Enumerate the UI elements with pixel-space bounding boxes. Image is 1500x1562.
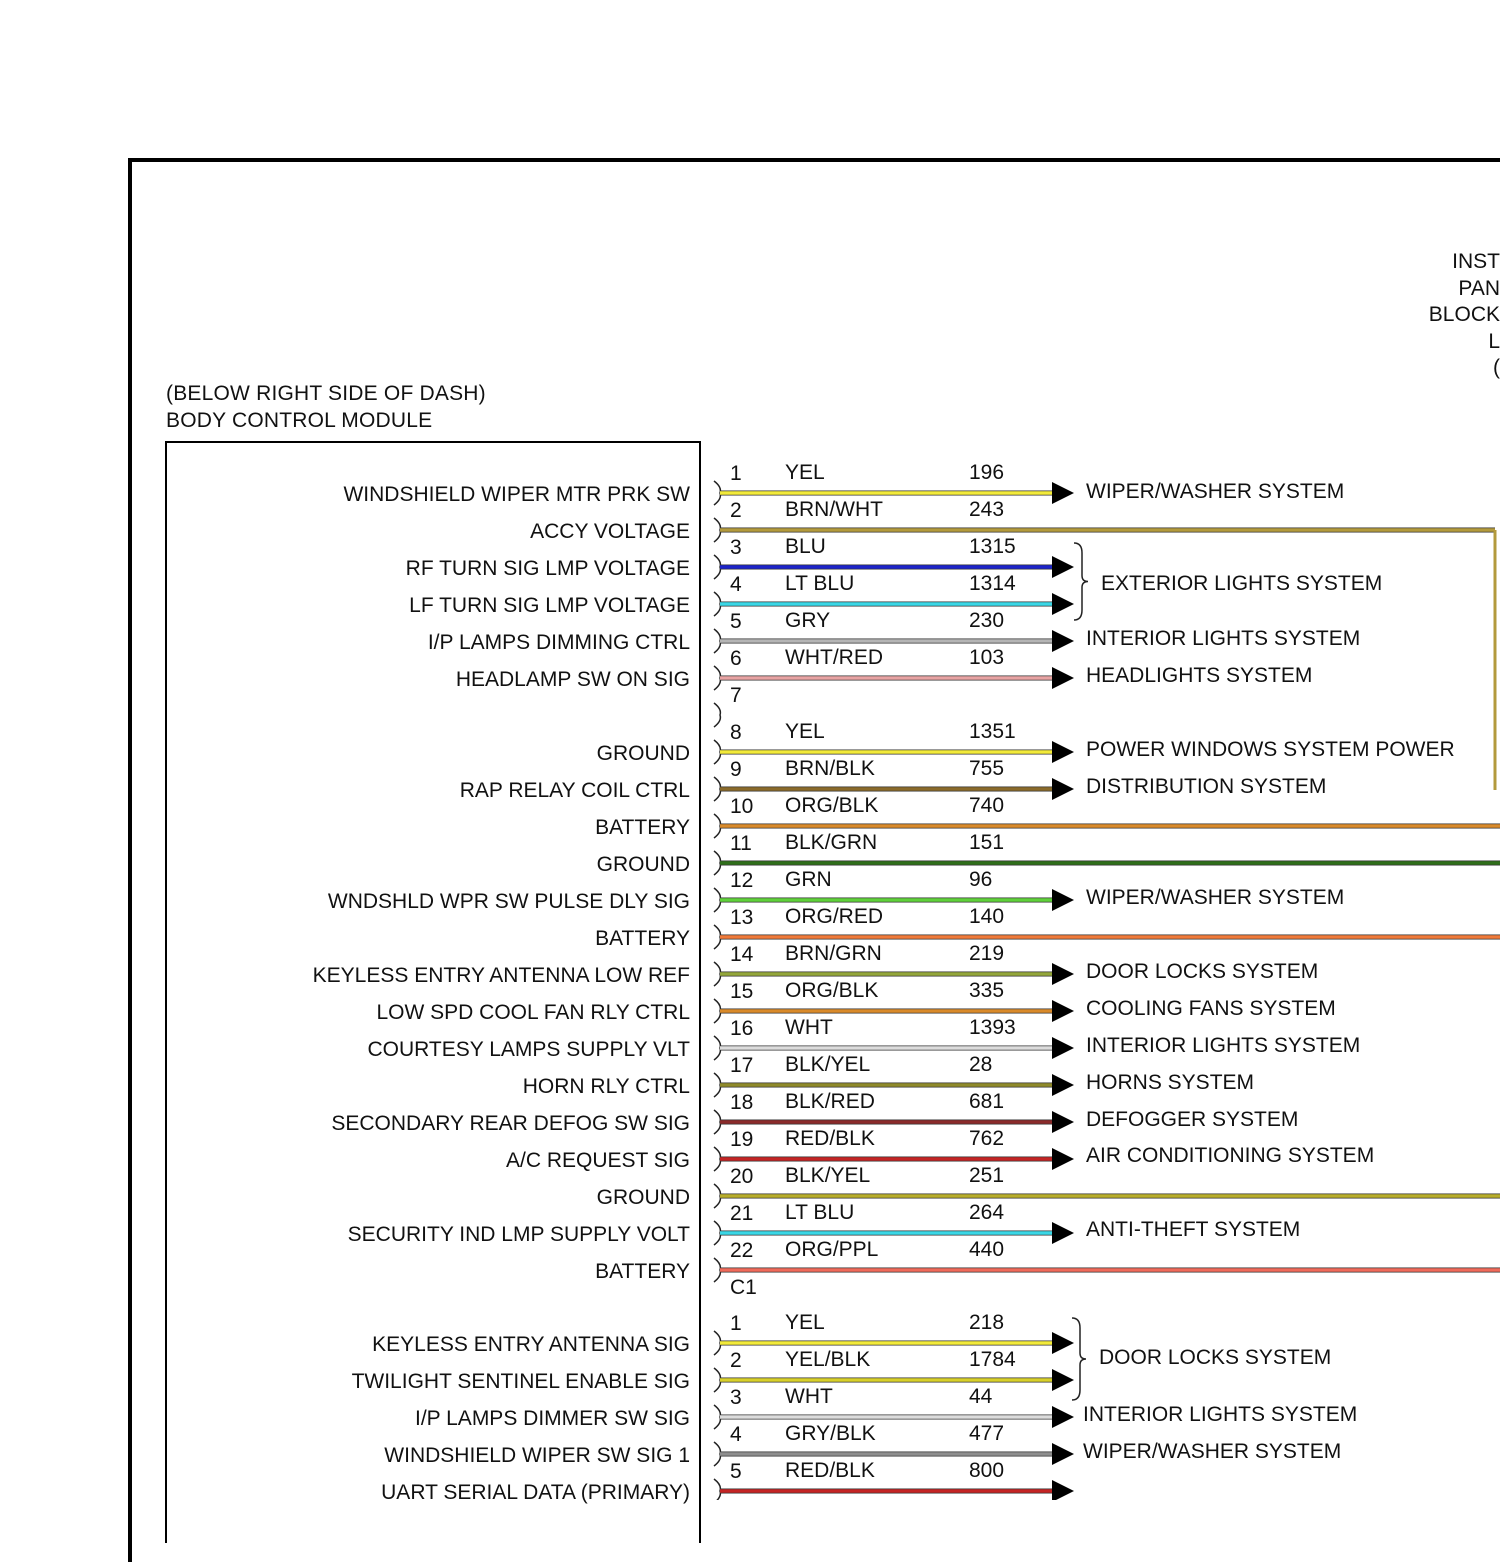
circuit-number: 1315 bbox=[969, 535, 1016, 558]
circuit-number: 1393 bbox=[969, 1016, 1016, 1039]
connector-bracket bbox=[714, 1073, 720, 1097]
signal-name: HEADLAMP SW ON SIG bbox=[455, 668, 690, 691]
connector-bracket bbox=[714, 592, 720, 616]
pin-number: 21 bbox=[730, 1202, 754, 1225]
wire-color: LT BLU bbox=[785, 1201, 855, 1224]
signal-name: I/P LAMPS DIMMING CTRL bbox=[427, 631, 690, 654]
pin-number: 2 bbox=[730, 499, 742, 522]
system-name: EXTERIOR LIGHTS SYSTEM bbox=[1101, 572, 1383, 595]
pin-number: 15 bbox=[730, 980, 754, 1003]
wire-color: RED/BLK bbox=[785, 1459, 875, 1482]
system-name: INTERIOR LIGHTS SYSTEM bbox=[1086, 627, 1361, 650]
signal-name: LF TURN SIG LMP VOLTAGE bbox=[409, 594, 690, 617]
connector-bracket bbox=[714, 703, 720, 727]
arrow-icon bbox=[1052, 1000, 1074, 1022]
arrow-icon bbox=[1052, 1480, 1074, 1500]
signal-name: GROUND bbox=[596, 742, 690, 765]
arrow-icon bbox=[1052, 889, 1074, 911]
arrow-icon bbox=[1052, 778, 1074, 800]
signal-name: BATTERY bbox=[595, 816, 690, 839]
connector-bracket bbox=[714, 814, 720, 838]
arrow-icon bbox=[1052, 1148, 1074, 1170]
wire-color: BRN/GRN bbox=[785, 942, 882, 965]
wire-color: ORG/BLK bbox=[785, 794, 879, 817]
signal-name: COURTESY LAMPS SUPPLY VLT bbox=[367, 1038, 690, 1061]
wire-color: YEL bbox=[785, 461, 825, 484]
connector-bracket bbox=[714, 1405, 720, 1429]
signal-name: BATTERY bbox=[595, 1260, 690, 1283]
connector-bracket bbox=[714, 888, 720, 912]
arrow-icon bbox=[1052, 630, 1074, 652]
circuit-number: 755 bbox=[969, 757, 1005, 780]
pin-number: 11 bbox=[730, 832, 752, 855]
connector-bracket bbox=[714, 555, 720, 579]
wire-color: BLK/YEL bbox=[785, 1164, 871, 1187]
circuit-number: 251 bbox=[969, 1164, 1005, 1187]
pin-number: 3 bbox=[730, 536, 742, 559]
group-brace bbox=[1072, 1318, 1086, 1400]
group-brace bbox=[1074, 543, 1088, 620]
signal-name: TWILIGHT SENTINEL ENABLE SIG bbox=[351, 1370, 690, 1393]
circuit-number: 140 bbox=[969, 905, 1005, 928]
connector-bracket bbox=[714, 1479, 720, 1500]
signal-name: WINDSHIELD WIPER SW SIG 1 bbox=[384, 1444, 690, 1467]
signal-name: HORN RLY CTRL bbox=[522, 1075, 690, 1098]
wire-color: YEL bbox=[785, 720, 825, 743]
connector-bracket bbox=[714, 518, 720, 542]
signal-name: GROUND bbox=[596, 853, 690, 876]
signal-name: RAP RELAY COIL CTRL bbox=[459, 779, 690, 802]
pin-number: 16 bbox=[730, 1017, 754, 1040]
circuit-number: 151 bbox=[969, 831, 1005, 854]
circuit-number: 230 bbox=[969, 609, 1005, 632]
pin-number: 12 bbox=[730, 869, 754, 892]
system-name: HEADLIGHTS SYSTEM bbox=[1086, 664, 1313, 687]
circuit-number: 219 bbox=[969, 942, 1005, 965]
arrow-icon bbox=[1052, 1332, 1074, 1354]
circuit-number: 1351 bbox=[969, 720, 1016, 743]
wire-color: YEL/BLK bbox=[785, 1348, 871, 1371]
system-name: DOOR LOCKS SYSTEM bbox=[1099, 1346, 1332, 1369]
signal-name: SECONDARY REAR DEFOG SW SIG bbox=[331, 1112, 690, 1135]
connector-bracket bbox=[714, 1036, 720, 1060]
signal-name: KEYLESS ENTRY ANTENNA SIG bbox=[372, 1333, 690, 1356]
pin-number: 19 bbox=[730, 1128, 754, 1151]
wire-color: BRN/BLK bbox=[785, 757, 875, 780]
connector-label: C1 bbox=[730, 1276, 757, 1299]
arrow-icon bbox=[1052, 1111, 1074, 1133]
wire-color: BLU bbox=[785, 535, 826, 558]
connector-bracket bbox=[714, 481, 720, 505]
circuit-number: 762 bbox=[969, 1127, 1005, 1150]
circuit-number: 196 bbox=[969, 461, 1005, 484]
connector-bracket bbox=[714, 1331, 720, 1355]
wire-color: RED/BLK bbox=[785, 1127, 875, 1150]
ip-block-line: ( bbox=[1493, 356, 1500, 379]
connector-bracket bbox=[714, 925, 720, 949]
signal-name: WNDSHLD WPR SW PULSE DLY SIG bbox=[327, 890, 690, 913]
connector-bracket bbox=[714, 1221, 720, 1245]
system-name: DEFOGGER SYSTEM bbox=[1086, 1108, 1299, 1131]
wire-color: GRN bbox=[785, 868, 832, 891]
connector-bracket bbox=[714, 851, 720, 875]
arrow-icon bbox=[1052, 963, 1074, 985]
arrow-icon bbox=[1052, 556, 1074, 578]
pin-number: 8 bbox=[730, 721, 742, 744]
pin-number: 20 bbox=[730, 1165, 754, 1188]
signal-name: BATTERY bbox=[595, 927, 690, 950]
system-name: INTERIOR LIGHTS SYSTEM bbox=[1086, 1034, 1361, 1057]
system-name: WIPER/WASHER SYSTEM bbox=[1083, 1440, 1342, 1463]
arrow-icon bbox=[1052, 1443, 1074, 1465]
connector-bracket bbox=[714, 1442, 720, 1466]
circuit-number: 800 bbox=[969, 1459, 1005, 1482]
pin-number: 22 bbox=[730, 1239, 754, 1262]
pin-number: 13 bbox=[730, 906, 754, 929]
connector-bracket bbox=[714, 1147, 720, 1171]
pin-number: 1 bbox=[730, 462, 742, 485]
arrow-icon bbox=[1052, 482, 1074, 504]
circuit-number: 96 bbox=[969, 868, 993, 891]
connector-bracket bbox=[714, 1258, 720, 1282]
circuit-number: 218 bbox=[969, 1311, 1005, 1334]
circuit-number: 103 bbox=[969, 646, 1005, 669]
pin-number: 2 bbox=[730, 1349, 742, 1372]
arrow-icon bbox=[1052, 1369, 1074, 1391]
circuit-number: 440 bbox=[969, 1238, 1005, 1261]
ip-block-line: L bbox=[1488, 330, 1500, 353]
pin-number: 7 bbox=[730, 684, 742, 707]
circuit-number: 1314 bbox=[969, 572, 1016, 595]
wire-color: BLK/RED bbox=[785, 1090, 875, 1113]
signal-name: RF TURN SIG LMP VOLTAGE bbox=[405, 557, 690, 580]
wire-color: ORG/RED bbox=[785, 905, 884, 928]
circuit-number: 44 bbox=[969, 1385, 993, 1408]
wire-color: BLK/YEL bbox=[785, 1053, 871, 1076]
pin-number: 10 bbox=[730, 795, 754, 818]
wire-color: WHT bbox=[785, 1385, 833, 1408]
pin-number: 3 bbox=[730, 1386, 742, 1409]
pin-number: 5 bbox=[730, 1460, 742, 1483]
connector-bracket bbox=[714, 1110, 720, 1134]
signal-name: UART SERIAL DATA (PRIMARY) bbox=[381, 1481, 690, 1504]
system-name: DOOR LOCKS SYSTEM bbox=[1086, 960, 1319, 983]
system-name: WIPER/WASHER SYSTEM bbox=[1086, 886, 1345, 909]
signal-name: I/P LAMPS DIMMER SW SIG bbox=[415, 1407, 690, 1430]
wire-color: WHT bbox=[785, 1016, 833, 1039]
wire-color: ORG/PPL bbox=[785, 1238, 879, 1261]
system-name: COOLING FANS SYSTEM bbox=[1086, 997, 1336, 1020]
connector-bracket bbox=[714, 999, 720, 1023]
signal-name: WINDSHIELD WIPER MTR PRK SW bbox=[343, 483, 690, 506]
signal-name: KEYLESS ENTRY ANTENNA LOW REF bbox=[312, 964, 690, 987]
pin-number: 18 bbox=[730, 1091, 754, 1114]
arrow-icon bbox=[1052, 1406, 1074, 1428]
pin-number: 14 bbox=[730, 943, 754, 966]
pin-number: 4 bbox=[730, 573, 742, 596]
connector-bracket bbox=[714, 777, 720, 801]
wire-color: YEL bbox=[785, 1311, 825, 1334]
pin-number: 6 bbox=[730, 647, 742, 670]
circuit-number: 335 bbox=[969, 979, 1005, 1002]
ip-block-line: INST bbox=[1452, 250, 1500, 273]
wire-color: GRY/BLK bbox=[785, 1422, 876, 1445]
circuit-number: 243 bbox=[969, 498, 1005, 521]
signal-name: A/C REQUEST SIG bbox=[506, 1149, 690, 1172]
system-name: HORNS SYSTEM bbox=[1086, 1071, 1255, 1094]
pin-number: 4 bbox=[730, 1423, 742, 1446]
arrow-icon bbox=[1052, 1037, 1074, 1059]
signal-name: LOW SPD COOL FAN RLY CTRL bbox=[376, 1001, 690, 1024]
connector-bracket bbox=[714, 962, 720, 986]
pin-number: 5 bbox=[730, 610, 742, 633]
arrow-icon bbox=[1052, 1222, 1074, 1244]
pin-number: 9 bbox=[730, 758, 742, 781]
connector-bracket bbox=[714, 740, 720, 764]
arrow-icon bbox=[1052, 593, 1074, 615]
connector-bracket bbox=[714, 629, 720, 653]
pin-number: 1 bbox=[730, 1312, 742, 1335]
wire-color: ORG/BLK bbox=[785, 979, 879, 1002]
system-name: POWER WINDOWS SYSTEM POWER bbox=[1086, 738, 1455, 761]
wire-color: LT BLU bbox=[785, 572, 855, 595]
connector-bracket bbox=[714, 1368, 720, 1392]
circuit-number: 264 bbox=[969, 1201, 1005, 1224]
connector-bracket bbox=[714, 1184, 720, 1208]
ip-block-line: BLOCK bbox=[1428, 303, 1500, 326]
circuit-number: 681 bbox=[969, 1090, 1005, 1113]
system-name: ANTI-THEFT SYSTEM bbox=[1086, 1218, 1301, 1241]
wire-color: BRN/WHT bbox=[785, 498, 883, 521]
arrow-icon bbox=[1052, 1074, 1074, 1096]
connector-bracket bbox=[714, 666, 720, 690]
arrow-icon bbox=[1052, 741, 1074, 763]
system-name: DISTRIBUTION SYSTEM bbox=[1086, 775, 1327, 798]
arrow-icon bbox=[1052, 667, 1074, 689]
system-name: AIR CONDITIONING SYSTEM bbox=[1086, 1144, 1375, 1167]
ip-block-line: PAN bbox=[1458, 277, 1500, 300]
circuit-number: 740 bbox=[969, 794, 1005, 817]
wire-color: BLK/GRN bbox=[785, 831, 878, 854]
circuit-number: 477 bbox=[969, 1422, 1005, 1445]
signal-name: GROUND bbox=[596, 1186, 690, 1209]
system-name: WIPER/WASHER SYSTEM bbox=[1086, 480, 1345, 503]
pin-number: 17 bbox=[730, 1054, 754, 1077]
module-location: (BELOW RIGHT SIDE OF DASH) bbox=[166, 382, 486, 405]
circuit-number: 28 bbox=[969, 1053, 993, 1076]
wire-color: WHT/RED bbox=[785, 646, 883, 669]
module-name: BODY CONTROL MODULE bbox=[166, 409, 433, 432]
signal-name: ACCY VOLTAGE bbox=[530, 520, 690, 543]
system-name: INTERIOR LIGHTS SYSTEM bbox=[1083, 1403, 1358, 1426]
circuit-number: 1784 bbox=[969, 1348, 1016, 1371]
signal-name: SECURITY IND LMP SUPPLY VOLT bbox=[347, 1223, 690, 1246]
wire-color: GRY bbox=[785, 609, 831, 632]
